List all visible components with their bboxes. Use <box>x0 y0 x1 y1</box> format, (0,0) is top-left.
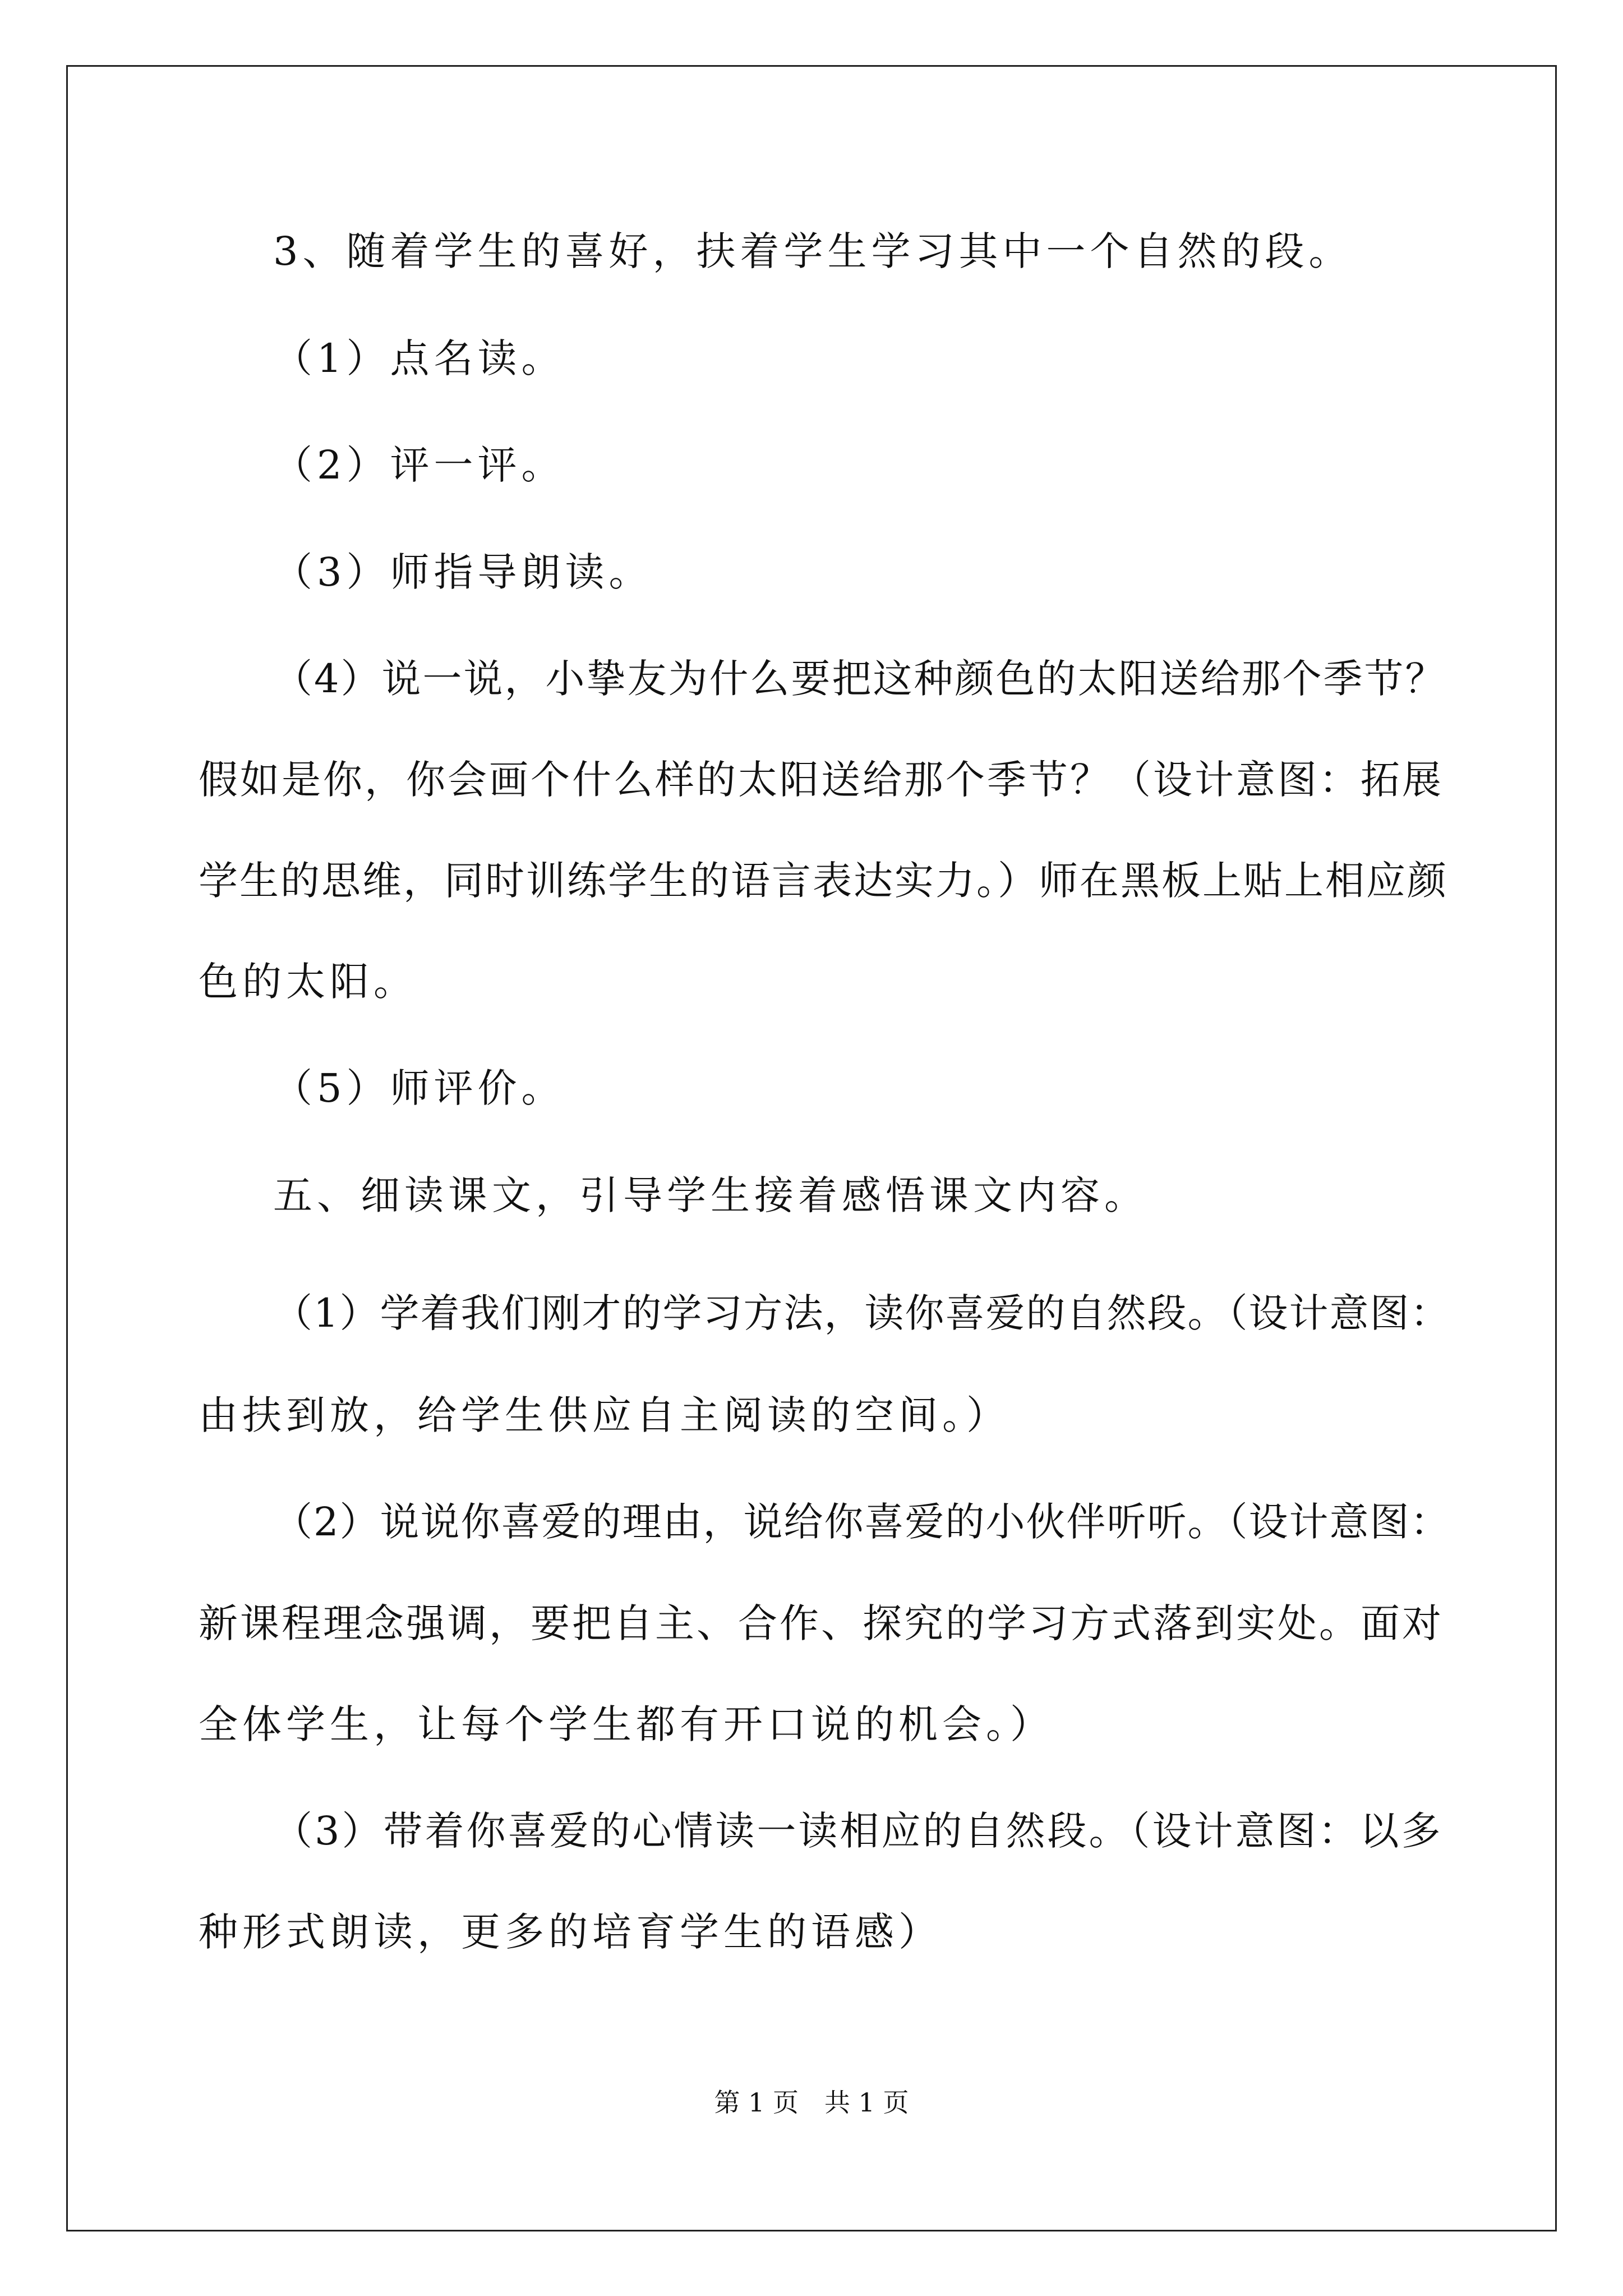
paragraph-line-2: （1）点名读。 <box>273 335 565 381</box>
paragraph-line-16: （3）带着你喜爱的心情读一读相应的自然段。（设计意图：以多 <box>273 1808 1443 1854</box>
paragraph-line-10: 五、细读课文，引导学生接着感悟课文内容。 <box>273 1172 1148 1218</box>
paragraph-line-3: （2）评一评。 <box>273 442 565 488</box>
paragraph-line-12: 由扶到放，给学生供应自主阅读的空间。） <box>199 1392 1010 1438</box>
paragraph-line-1: 3、随着学生的喜好，扶着学生学习其中一个自然的段。 <box>273 228 1353 274</box>
paragraph-line-17: 种形式朗读，更多的培育学生的语感） <box>199 1909 942 1955</box>
paragraph-line-11: （1）学着我们刚才的学习方法，读你喜爱的自然段。（设计意图： <box>273 1290 1451 1336</box>
paragraph-line-4: （3）师指导朗读。 <box>273 549 653 595</box>
paragraph-line-7: 学生的思维，同时训练学生的语言表达实力。）师在黑板上贴上相应颜 <box>199 858 1448 904</box>
paragraph-line-8: 色的太阳。 <box>199 959 417 1005</box>
page-number-footer: 第 1 页 共 1 页 <box>714 2087 909 2118</box>
paragraph-line-6: 假如是你，你会画个什么样的太阳送给那个季节？（设计意图：拓展 <box>199 757 1444 803</box>
paragraph-line-15: 全体学生，让每个学生都有开口说的机会。） <box>199 1701 1054 1747</box>
paragraph-line-5: （4）说一说，小挚友为什么要把这种颜色的太阳送给那个季节？ <box>273 656 1446 702</box>
paragraph-line-13: （2）说说你喜爱的理由，说给你喜爱的小伙伴听听。（设计意图： <box>273 1499 1451 1545</box>
paragraph-line-9: （5）师评价。 <box>273 1065 565 1111</box>
paragraph-line-14: 新课程理念强调，要把自主、合作、探究的学习方式落到实处。面对 <box>199 1600 1444 1646</box>
